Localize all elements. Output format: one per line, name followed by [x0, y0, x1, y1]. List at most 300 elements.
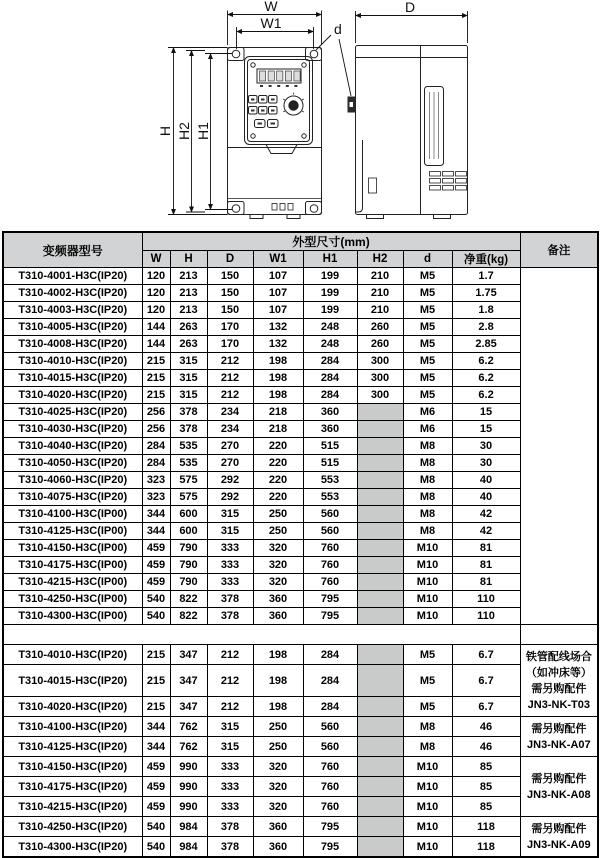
cell-weight: 15 [452, 404, 520, 421]
cell-h: 263 [170, 319, 207, 336]
cell-w: 459 [142, 777, 170, 797]
cell-h2: 210 [357, 285, 403, 302]
cell-h1: 199 [303, 268, 357, 285]
cell-dd: M8 [403, 489, 452, 506]
cell-h: 315 [170, 370, 207, 387]
cell-h1: 760 [303, 574, 357, 591]
cell-w: 284 [142, 438, 170, 455]
cell-h2 [357, 645, 403, 665]
cell-h1: 284 [303, 645, 357, 665]
cell-model: T310-4040-H3C(IP20) [3, 438, 142, 455]
cell-h1: 248 [303, 319, 357, 336]
cell-h2: 300 [357, 387, 403, 404]
cell-h1: 760 [303, 557, 357, 574]
table-row [3, 757, 598, 777]
cell-dd: M10 [403, 540, 452, 557]
cell-h: 990 [170, 777, 207, 797]
cell-dd: M10 [403, 557, 452, 574]
cell-h2 [357, 608, 403, 625]
cell-w1: 198 [253, 697, 303, 717]
cell-w1: 360 [253, 837, 303, 858]
cell-h: 990 [170, 757, 207, 777]
cell-remark: 需另购配件 JN3-NK-A08 [520, 757, 598, 817]
spacer-cell [520, 625, 598, 645]
cell-weight: 1.8 [452, 302, 520, 319]
mount-hole-icon [310, 205, 318, 213]
cell-w: 215 [142, 370, 170, 387]
cell-dd: M5 [403, 302, 452, 319]
cell-model: T310-4001-H3C(IP20) [3, 268, 142, 285]
table-row [3, 506, 598, 523]
cell-weight: 81 [452, 574, 520, 591]
cell-w1: 220 [253, 438, 303, 455]
cell-w1: 320 [253, 557, 303, 574]
cell-d: 378 [207, 837, 253, 858]
cell-weight: 40 [452, 472, 520, 489]
cell-model: T310-4150-H3C(IP20) [3, 757, 142, 777]
cell-dd: M5 [403, 665, 452, 697]
cell-model: T310-4250-H3C(IP00) [3, 591, 142, 608]
cell-h: 575 [170, 489, 207, 506]
table-row [3, 797, 598, 817]
cell-d: 315 [207, 737, 253, 757]
cell-h2: 210 [357, 302, 403, 319]
cell-h: 213 [170, 285, 207, 302]
cell-d: 170 [207, 336, 253, 353]
dimension-diagram [0, 0, 600, 231]
cell-h: 347 [170, 665, 207, 697]
cell-w1: 107 [253, 302, 303, 319]
cell-dd: M8 [403, 717, 452, 737]
cell-weight: 110 [452, 591, 520, 608]
cell-weight: 118 [452, 837, 520, 858]
cell-h2 [357, 797, 403, 817]
cell-weight: 42 [452, 523, 520, 540]
table-row [3, 404, 598, 421]
cell-h: 762 [170, 737, 207, 757]
cell-model: T310-4175-H3C(IP00) [3, 557, 142, 574]
table-row [3, 336, 598, 353]
cell-model: T310-4005-H3C(IP20) [3, 319, 142, 336]
cell-model: T310-4030-H3C(IP20) [3, 421, 142, 438]
cell-dd: M8 [403, 737, 452, 757]
table-row [3, 319, 598, 336]
col-header-w1: W1 [253, 251, 303, 268]
cell-dd: M10 [403, 837, 452, 858]
table-row [3, 540, 598, 557]
cell-w: 215 [142, 665, 170, 697]
col-header-model: 变频器型号 [3, 232, 142, 268]
cell-w: 344 [142, 737, 170, 757]
cell-h1: 795 [303, 817, 357, 837]
cell-d: 234 [207, 421, 253, 438]
cell-h2 [357, 421, 403, 438]
dim-label-w1: W1 [260, 15, 282, 31]
cell-h: 213 [170, 302, 207, 319]
cell-h1: 284 [303, 697, 357, 717]
table-row [3, 737, 598, 757]
cell-d: 333 [207, 557, 253, 574]
table-row [3, 421, 598, 438]
cell-w: 540 [142, 608, 170, 625]
cell-d: 212 [207, 645, 253, 665]
cell-h2 [357, 506, 403, 523]
cell-w: 256 [142, 421, 170, 438]
table-row [3, 489, 598, 506]
cell-w1: 132 [253, 319, 303, 336]
cell-w1: 250 [253, 523, 303, 540]
cell-weight: 6.7 [452, 697, 520, 717]
cell-h2 [357, 523, 403, 540]
table-row [3, 697, 598, 717]
cell-weight: 85 [452, 757, 520, 777]
dim-label-w: W [264, 0, 278, 14]
cell-w: 120 [142, 268, 170, 285]
cell-h1: 760 [303, 540, 357, 557]
cell-weight: 81 [452, 557, 520, 574]
cell-h1: 795 [303, 837, 357, 858]
cell-model: T310-4215-H3C(IP00) [3, 574, 142, 591]
cell-w1: 250 [253, 737, 303, 757]
cell-weight: 110 [452, 608, 520, 625]
technical-drawing [0, 0, 600, 231]
cell-model: T310-4010-H3C(IP20) [3, 353, 142, 370]
cell-h1: 560 [303, 506, 357, 523]
cell-w1: 220 [253, 489, 303, 506]
cell-w: 120 [142, 285, 170, 302]
cell-model: T310-4015-H3C(IP20) [3, 665, 142, 697]
dim-label-d-hole: d [334, 21, 342, 37]
cell-weight: 30 [452, 455, 520, 472]
cell-model: T310-4010-H3C(IP20) [3, 645, 142, 665]
cell-h: 263 [170, 336, 207, 353]
cell-w: 459 [142, 557, 170, 574]
cell-weight: 30 [452, 438, 520, 455]
cell-h2 [357, 591, 403, 608]
dim-label-h1: H1 [195, 122, 211, 140]
cell-h: 347 [170, 697, 207, 717]
cell-h: 762 [170, 717, 207, 737]
cell-d: 150 [207, 285, 253, 302]
cell-weight: 42 [452, 506, 520, 523]
cell-h2 [357, 737, 403, 757]
cell-w: 540 [142, 837, 170, 858]
cell-h: 315 [170, 353, 207, 370]
cell-model: T310-4175-H3C(IP20) [3, 777, 142, 797]
table-row [3, 302, 598, 319]
cell-d: 315 [207, 523, 253, 540]
cell-remark [520, 268, 598, 625]
cell-w: 215 [142, 353, 170, 370]
cell-weight: 6.2 [452, 370, 520, 387]
cell-weight: 2.8 [452, 319, 520, 336]
cell-model: T310-4300-H3C(IP20) [3, 837, 142, 858]
cell-w: 215 [142, 387, 170, 404]
cell-h: 575 [170, 472, 207, 489]
cell-h1: 560 [303, 717, 357, 737]
cell-d: 333 [207, 797, 253, 817]
cell-h2 [357, 757, 403, 777]
cell-weight: 6.7 [452, 645, 520, 665]
cell-w: 323 [142, 472, 170, 489]
cell-w1: 250 [253, 717, 303, 737]
cell-w1: 218 [253, 404, 303, 421]
cell-dd: M8 [403, 506, 452, 523]
col-header-h: H [170, 251, 207, 268]
cell-h1: 560 [303, 523, 357, 540]
cell-w1: 107 [253, 268, 303, 285]
cell-w1: 320 [253, 797, 303, 817]
cell-w1: 198 [253, 387, 303, 404]
cell-h1: 360 [303, 404, 357, 421]
cell-w1: 320 [253, 757, 303, 777]
cell-weight: 81 [452, 540, 520, 557]
table-row [3, 777, 598, 797]
cell-weight: 46 [452, 737, 520, 757]
cell-h1: 560 [303, 737, 357, 757]
table-row [3, 387, 598, 404]
cell-weight: 1.7 [452, 268, 520, 285]
cell-d: 315 [207, 506, 253, 523]
cell-w: 344 [142, 717, 170, 737]
cell-h1: 760 [303, 757, 357, 777]
cell-model: T310-4125-H3C(IP00) [3, 523, 142, 540]
section-spacer [3, 625, 598, 645]
dimension-lines [168, 11, 468, 215]
cell-dd: M8 [403, 455, 452, 472]
cell-d: 212 [207, 370, 253, 387]
cell-w1: 132 [253, 336, 303, 353]
cell-h2 [357, 777, 403, 797]
cell-w1: 360 [253, 608, 303, 625]
cell-remark: 需另购配件 JN3-NK-A07 [520, 717, 598, 757]
col-header-w: W [142, 251, 170, 268]
cell-h2: 260 [357, 336, 403, 353]
cell-w1: 198 [253, 353, 303, 370]
cell-w: 459 [142, 540, 170, 557]
cell-dd: M8 [403, 523, 452, 540]
cell-remark: 铁管配线场合 （如冲床等） 需另购配件 JN3-NK-T03 [520, 645, 598, 717]
cell-w1: 360 [253, 591, 303, 608]
cell-w: 215 [142, 697, 170, 717]
cell-h2 [357, 540, 403, 557]
cell-dd: M8 [403, 438, 452, 455]
cell-d: 333 [207, 540, 253, 557]
cell-model: T310-4100-H3C(IP20) [3, 717, 142, 737]
cell-h: 984 [170, 817, 207, 837]
cell-model: T310-4250-H3C(IP20) [3, 817, 142, 837]
mount-hole-icon [232, 205, 240, 213]
cell-dd: M10 [403, 757, 452, 777]
spacer-cell [3, 625, 520, 645]
cell-w1: 320 [253, 540, 303, 557]
cell-w1: 360 [253, 817, 303, 837]
cell-h1: 795 [303, 608, 357, 625]
cell-h2: 260 [357, 319, 403, 336]
cell-dd: M10 [403, 591, 452, 608]
cell-w1: 198 [253, 665, 303, 697]
cell-h2 [357, 574, 403, 591]
cell-d: 270 [207, 455, 253, 472]
cell-h: 213 [170, 268, 207, 285]
cell-h2: 210 [357, 268, 403, 285]
cell-w: 256 [142, 404, 170, 421]
cell-model: T310-4002-H3C(IP20) [3, 285, 142, 302]
col-header-h1: H1 [303, 251, 357, 268]
col-header-d: D [207, 251, 253, 268]
table-row [3, 557, 598, 574]
table-row [3, 717, 598, 737]
cell-d: 292 [207, 489, 253, 506]
keypad-panel [245, 57, 313, 145]
cell-h: 822 [170, 591, 207, 608]
cell-d: 378 [207, 608, 253, 625]
cell-d: 378 [207, 591, 253, 608]
cell-h: 984 [170, 837, 207, 858]
table-row [3, 645, 598, 665]
cell-dd: M5 [403, 336, 452, 353]
vent-slots [430, 172, 467, 191]
cell-model: T310-4015-H3C(IP20) [3, 370, 142, 387]
cell-d: 170 [207, 319, 253, 336]
col-header-weight: 净重(kg) [452, 251, 520, 268]
cell-model: T310-4050-H3C(IP20) [3, 455, 142, 472]
cell-h1: 515 [303, 455, 357, 472]
cell-model: T310-4300-H3C(IP00) [3, 608, 142, 625]
cell-dd: M5 [403, 387, 452, 404]
cell-dd: M6 [403, 421, 452, 438]
cell-dd: M10 [403, 777, 452, 797]
table-row [3, 574, 598, 591]
cell-h1: 760 [303, 777, 357, 797]
cell-weight: 40 [452, 489, 520, 506]
cell-weight: 6.2 [452, 387, 520, 404]
col-header-remark: 备注 [520, 232, 598, 268]
table-row [3, 472, 598, 489]
cell-d: 212 [207, 353, 253, 370]
cell-dd: M5 [403, 285, 452, 302]
cell-weight: 1.75 [452, 285, 520, 302]
cell-model: T310-4020-H3C(IP20) [3, 697, 142, 717]
col-header-dd: d [403, 251, 452, 268]
cell-d: 212 [207, 665, 253, 697]
cell-w: 120 [142, 302, 170, 319]
cell-model: T310-4008-H3C(IP20) [3, 336, 142, 353]
cell-h1: 360 [303, 421, 357, 438]
table-row [3, 455, 598, 472]
cell-h: 347 [170, 645, 207, 665]
cell-h: 600 [170, 523, 207, 540]
cell-d: 333 [207, 757, 253, 777]
cell-dd: M10 [403, 608, 452, 625]
table-row [3, 523, 598, 540]
cell-w1: 220 [253, 472, 303, 489]
cell-w1: 220 [253, 455, 303, 472]
cell-w: 323 [142, 489, 170, 506]
cell-h1: 284 [303, 353, 357, 370]
cell-model: T310-4100-H3C(IP00) [3, 506, 142, 523]
cell-dd: M5 [403, 370, 452, 387]
cell-w: 344 [142, 506, 170, 523]
cell-h2 [357, 489, 403, 506]
front-view [228, 48, 322, 219]
cell-weight: 2.85 [452, 336, 520, 353]
cell-model: T310-4125-H3C(IP20) [3, 737, 142, 757]
cell-h2 [357, 837, 403, 858]
cell-dd: M10 [403, 797, 452, 817]
dimension-table-body [3, 268, 598, 858]
cell-h2: 300 [357, 353, 403, 370]
table-row [3, 817, 598, 837]
table-row [3, 591, 598, 608]
cell-w: 144 [142, 336, 170, 353]
potentiometer-knob [283, 93, 304, 116]
cell-d: 333 [207, 777, 253, 797]
cell-h: 790 [170, 540, 207, 557]
dim-label-depth: D [404, 0, 416, 15]
cell-h2 [357, 472, 403, 489]
cell-h: 378 [170, 404, 207, 421]
cell-model: T310-4075-H3C(IP20) [3, 489, 142, 506]
cell-weight: 6.2 [452, 353, 520, 370]
cell-dd: M5 [403, 353, 452, 370]
cell-dd: M10 [403, 574, 452, 591]
cell-h2 [357, 665, 403, 697]
cell-w: 144 [142, 319, 170, 336]
cell-dd: M6 [403, 404, 452, 421]
table-row [3, 837, 598, 858]
cell-d: 292 [207, 472, 253, 489]
cell-w: 540 [142, 591, 170, 608]
cell-h2: 300 [357, 370, 403, 387]
cell-w1: 320 [253, 777, 303, 797]
cell-w: 459 [142, 574, 170, 591]
cell-w: 459 [142, 757, 170, 777]
side-view [348, 46, 468, 219]
cell-h: 315 [170, 387, 207, 404]
cell-w1: 198 [253, 645, 303, 665]
cell-model: T310-4060-H3C(IP20) [3, 472, 142, 489]
cell-h1: 284 [303, 370, 357, 387]
cell-h2 [357, 438, 403, 455]
col-header-dims-group: 外型尺寸(mm) [142, 232, 520, 251]
table-row [3, 285, 598, 302]
dim-label-h2: H2 [176, 122, 192, 140]
cell-h: 990 [170, 797, 207, 817]
cell-h: 822 [170, 608, 207, 625]
cell-model: T310-4150-H3C(IP00) [3, 540, 142, 557]
cell-d: 150 [207, 302, 253, 319]
cell-h2 [357, 717, 403, 737]
cell-d: 270 [207, 438, 253, 455]
cell-h1: 284 [303, 665, 357, 697]
cell-dd: M8 [403, 472, 452, 489]
dimension-table [2, 231, 599, 858]
cell-h1: 795 [303, 591, 357, 608]
cell-model: T310-4215-H3C(IP20) [3, 797, 142, 817]
cell-d: 212 [207, 387, 253, 404]
cell-weight: 15 [452, 421, 520, 438]
cell-w: 215 [142, 645, 170, 665]
dim-label-h: H [157, 125, 173, 137]
cell-h2 [357, 404, 403, 421]
cell-d: 234 [207, 404, 253, 421]
cell-model: T310-4003-H3C(IP20) [3, 302, 142, 319]
table-row [3, 370, 598, 387]
mount-hole-icon [310, 50, 318, 58]
cell-d: 150 [207, 268, 253, 285]
cell-d: 315 [207, 717, 253, 737]
